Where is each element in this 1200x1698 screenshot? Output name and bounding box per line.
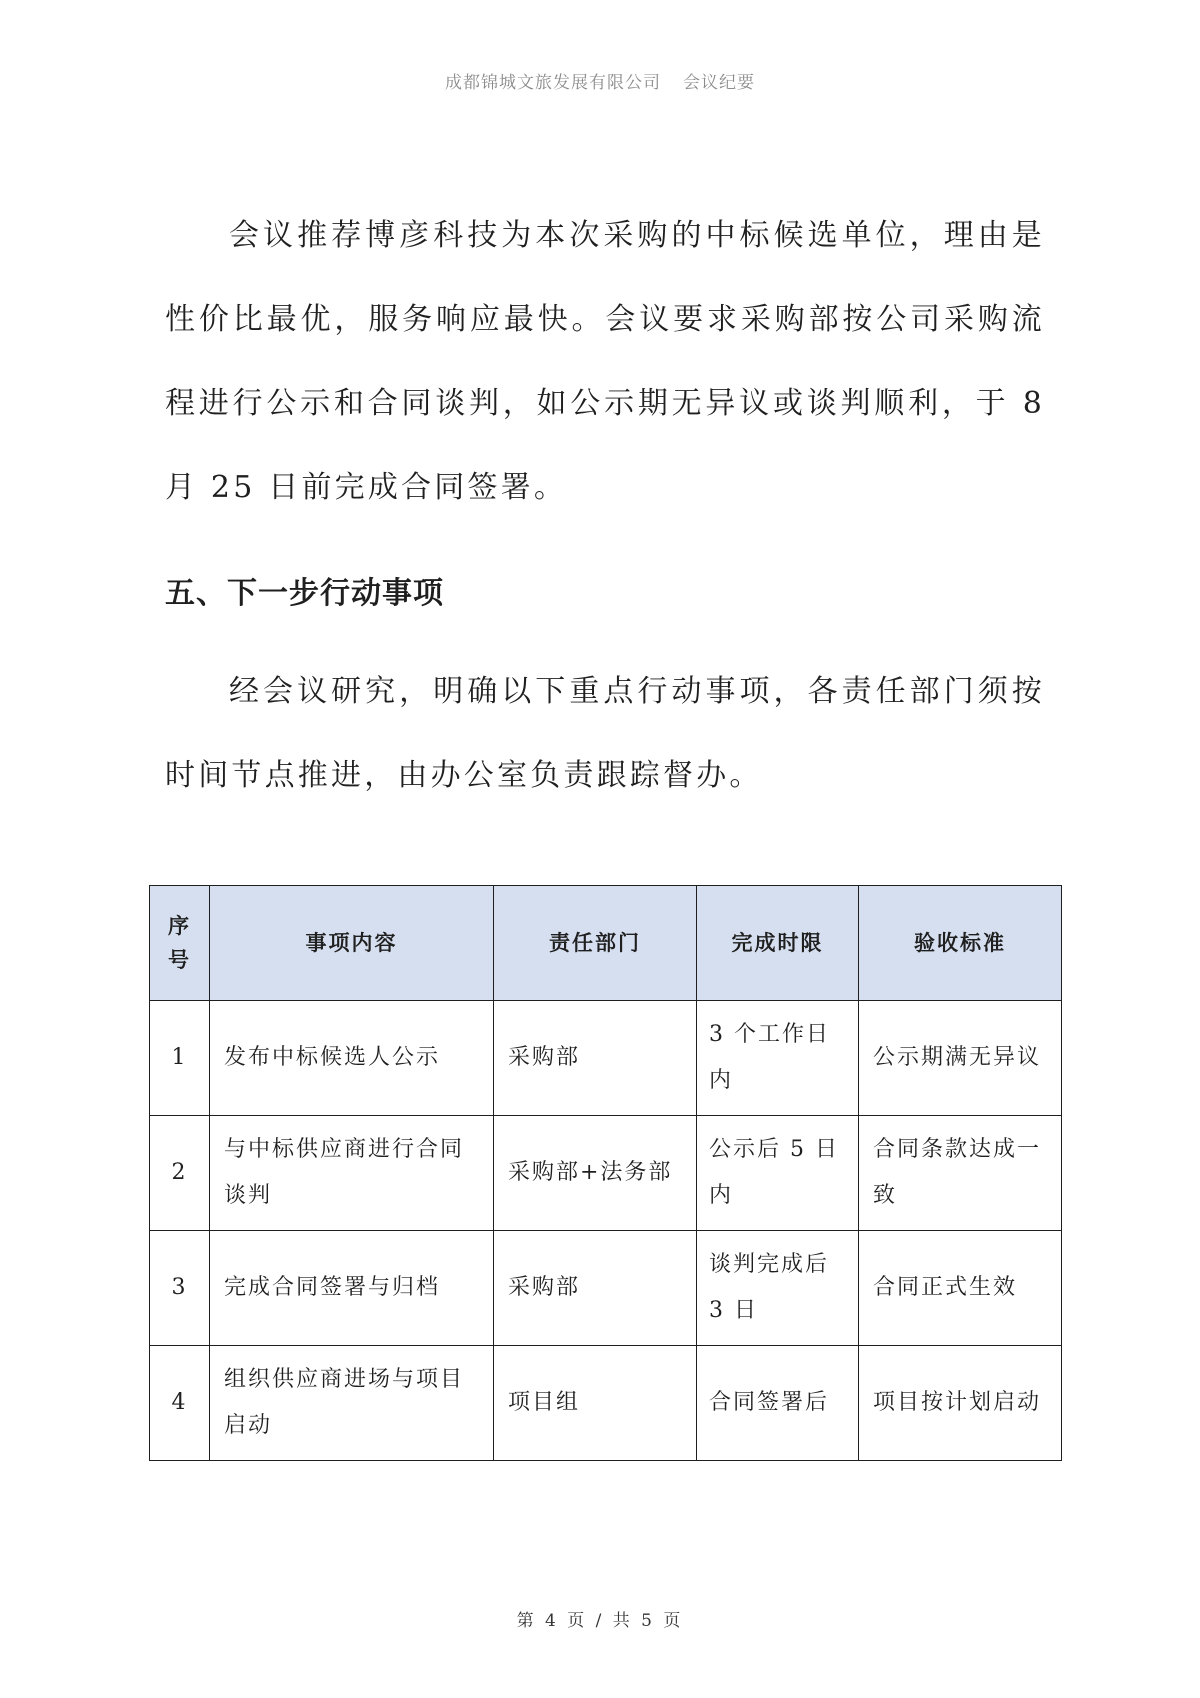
header-cell-no — [150, 886, 210, 1001]
header-cell-deadline: 完成时限 — [697, 886, 859, 1001]
row-criteria: 项目按计划启动 — [859, 1346, 1062, 1461]
page-footer: 第 4 页 / 共 5 页 — [516, 1611, 684, 1631]
action-items-table — [149, 885, 1062, 1461]
row-number: 4 — [150, 1346, 210, 1461]
row-item: 组织供应商进场与项目启动 — [210, 1346, 494, 1461]
row-deadline: 谈判完成后 3 日 — [697, 1231, 859, 1346]
row-dept: 采购部 — [494, 1001, 697, 1116]
row-dept: 项目组 — [494, 1346, 697, 1461]
row-number: 2 — [150, 1116, 210, 1231]
table-row — [150, 1116, 1062, 1231]
body-paragraph-actions-intro: 经会议研究，明确以下重点行动事项，各责任部门须按时间节点推进，由办公室负责跟踪督办。 — [165, 674, 1045, 793]
header-no-line2: 号 — [168, 948, 191, 972]
row-deadline: 公示后 5 日内 — [697, 1116, 859, 1231]
row-number: 1 — [150, 1001, 210, 1116]
row-dept: 采购部+法务部 — [494, 1116, 697, 1231]
table-row — [150, 1346, 1062, 1461]
header-cell-dept: 责任部门 — [494, 886, 697, 1001]
row-item: 发布中标候选人公示 — [210, 1001, 494, 1116]
page-header — [0, 68, 1200, 93]
row-criteria: 合同正式生效 — [859, 1231, 1062, 1346]
row-deadline: 3 个工作日内 — [697, 1001, 859, 1116]
header-cell-criteria: 验收标准 — [859, 886, 1062, 1001]
header-no-line1: 序 — [168, 914, 191, 938]
row-number: 3 — [150, 1231, 210, 1346]
row-dept: 采购部 — [494, 1231, 697, 1346]
header-cell-item: 事项内容 — [210, 886, 494, 1001]
section-heading: 五、下一步行动事项 — [165, 576, 444, 611]
row-deadline: 合同签署后 — [697, 1346, 859, 1461]
table-header-row — [150, 886, 1062, 1001]
row-criteria: 合同条款达成一致 — [859, 1116, 1062, 1231]
table-row — [150, 1231, 1062, 1346]
header-company: 成都锦城文旅发展有限公司 — [445, 73, 661, 93]
row-item: 完成合同签署与归档 — [210, 1231, 494, 1346]
row-criteria: 公示期满无异议 — [859, 1001, 1062, 1116]
row-item: 与中标供应商进行合同谈判 — [210, 1116, 494, 1231]
table-row — [150, 1001, 1062, 1116]
header-doc-type: 会议纪要 — [683, 73, 755, 93]
body-paragraph-recommendation: 会议推荐博彦科技为本次采购的中标候选单位，理由是性价比最优，服务响应最快。会议要求采购部按公司采购流程进行公示和合同谈判，如公示期无异议或谈判顺利，于 8 月 25 日前完成合同签署。 — [165, 218, 1045, 505]
